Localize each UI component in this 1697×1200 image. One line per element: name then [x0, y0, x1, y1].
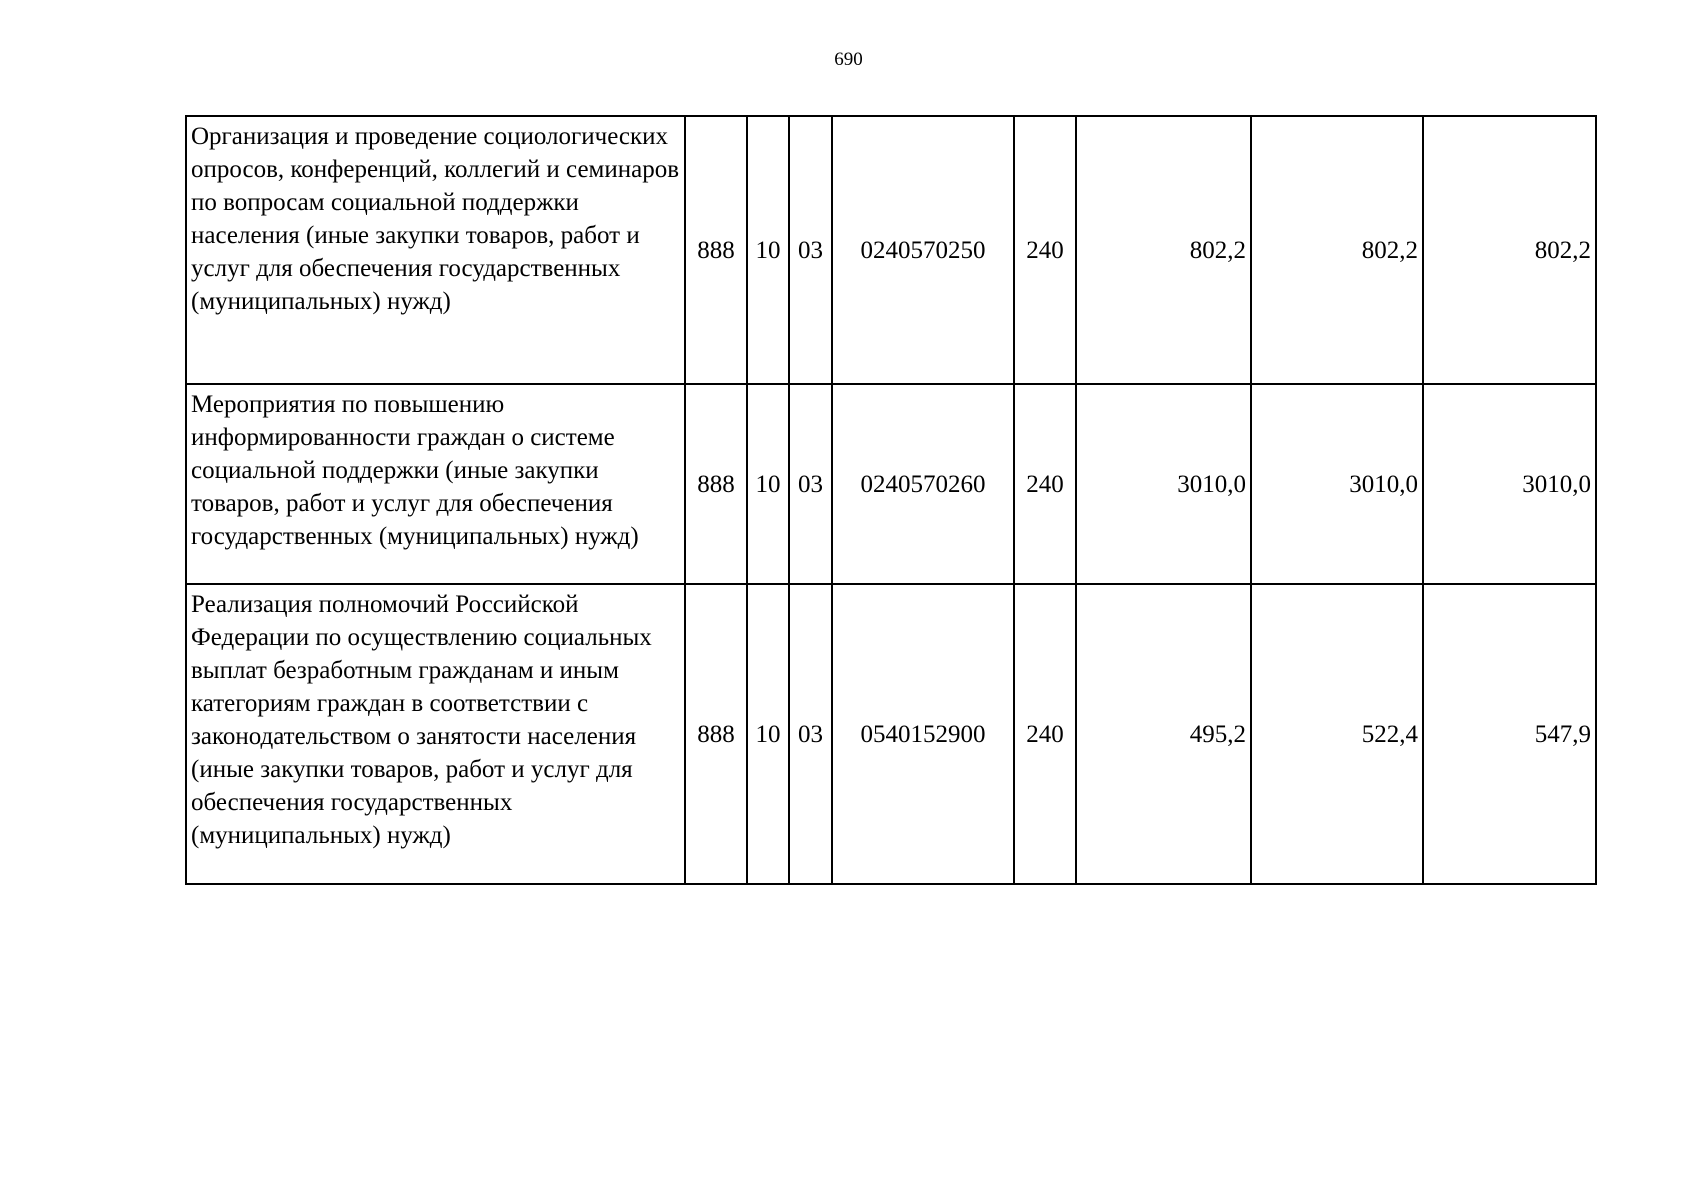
expense-type-code: 240	[1014, 116, 1076, 384]
page-number: 690	[834, 49, 863, 70]
expense-type-code: 240	[1014, 584, 1076, 884]
target-article-code: 0240570260	[832, 384, 1014, 584]
amount-year-1: 495,2	[1076, 584, 1251, 884]
amount-year-2: 802,2	[1251, 116, 1423, 384]
row-description: Организация и проведение социологических опросов, конференций, коллегий и семинаров по вопросам социальной поддержки населения (иные закупки товаров, работ и услуг для обеспечения государственных (муниципальных) нужд)	[186, 116, 685, 384]
subsection-code: 03	[789, 384, 832, 584]
subsection-code: 03	[789, 584, 832, 884]
table-row	[186, 384, 1596, 584]
target-article-code: 0240570250	[832, 116, 1014, 384]
amount-year-2: 3010,0	[1251, 384, 1423, 584]
ministry-code: 888	[685, 116, 747, 384]
ministry-code: 888	[685, 384, 747, 584]
subsection-code: 03	[789, 116, 832, 384]
target-article-code: 0540152900	[832, 584, 1014, 884]
amount-year-1: 3010,0	[1076, 384, 1251, 584]
table-row	[186, 584, 1596, 884]
amount-year-2: 522,4	[1251, 584, 1423, 884]
expense-type-code: 240	[1014, 384, 1076, 584]
ministry-code: 888	[685, 584, 747, 884]
row-description: Мероприятия по повышению информированности граждан о системе социальной поддержки (иные закупки товаров, работ и услуг для обеспечения государственных (муниципальных) нужд)	[186, 384, 685, 584]
amount-year-1: 802,2	[1076, 116, 1251, 384]
row-description: Реализация полномочий Российской Федерации по осуществлению социальных выплат безработным гражданам и иным категориям граждан в соответствии с законодательством о занятости населения (иные закупки товаров, работ и услуг для обеспечения государственных (муниципальных) нужд)	[186, 584, 685, 884]
section-code: 10	[747, 584, 789, 884]
budget-table	[185, 115, 1597, 885]
section-code: 10	[747, 384, 789, 584]
amount-year-3: 3010,0	[1423, 384, 1596, 584]
section-code: 10	[747, 116, 789, 384]
amount-year-3: 547,9	[1423, 584, 1596, 884]
table-row	[186, 116, 1596, 384]
amount-year-3: 802,2	[1423, 116, 1596, 384]
